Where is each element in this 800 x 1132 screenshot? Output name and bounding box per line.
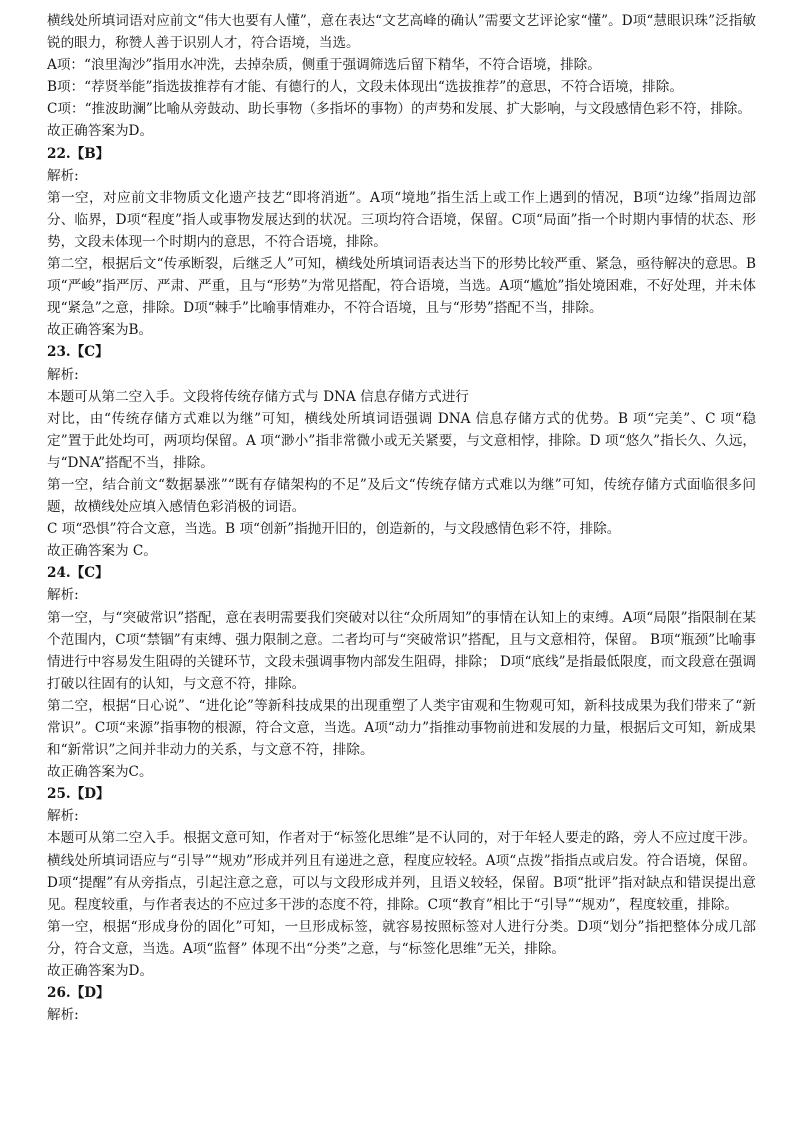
paragraph-q25-blank-1: 第一空，根据“形成身份的固化”可知，一旦形成标签，就容易按照标签对人进行分类。D项“划分”指把整体分成几部分，符合文意，当选。A项“监督” 体现不出“分类”之意，与“标签化思维”无关，排除。 bbox=[47, 918, 756, 957]
paragraph-q25-blank-2: 本题可从第二空入手。根据文意可知，作者对于“标签化思维”是不认同的，对于年轻人要走的路，旁人不应过度干涉。横线处所填词语应与“引导”“规劝”形成并列且有递进之意，程度应较轻。A项“点拨”指指点或启发。符合语境，保留。D项“提醒”有从旁指点，引起注意之意，可以与文段形成并列，且语义较轻，保留。B项“批评”指对缺点和错误提出意见。程度较重，与作者表达的不应过多干涉的态度不符，排除。C项“教育”相比于“引导”“规劝”，程度较重，排除。 bbox=[47, 830, 756, 913]
question-25-analysis-label: 解析: bbox=[47, 808, 79, 825]
paragraph-q24-conclusion: 故正确答案为C。 bbox=[47, 764, 153, 781]
question-23-answer: 23.【C】 bbox=[47, 344, 109, 361]
paragraph-q21-analysis: 横线处所填词语对应前文“伟大也要有人懂”，意在表达“文艺高峰的确认”需要文艺评论家“懂”。D项“慧眼识珠”泛指敏锐的眼力，称赞人善于识别人才，符合语境，当选。 bbox=[47, 13, 756, 52]
paragraph-q22-blank-1: 第一空，对应前文非物质文化遗产技艺“即将消逝”。A项“境地”指生活上或工作上遇到的情况，B项“边缘”指周边部分、临界，D项“程度”指人或事物发展达到的状况。三项均符合语境，保留。C项“局面”指一个时期内事情的状态、形势，文段未体现一个时期内的意思，不符合语境，排除。 bbox=[47, 189, 756, 250]
question-26-analysis-label: 解析: bbox=[47, 1007, 79, 1024]
paragraph-q22-blank-2: 第二空，根据后文“传承断裂，后继乏人”可知，横线处所填词语表达当下的形势比较严重、紧急，亟待解决的意思。B项“严峻”指严厉、严肃、严重，且与“形势”为常见搭配，符合语境，当选。A项“尴尬”指处境困难，不好处理，并未体现“紧急”之意，排除。D项“棘手”比喻事情难办，不符合语境，且与“形势”搭配不当，排除。 bbox=[47, 256, 756, 317]
paragraph-q24-blank-1: 第一空，与“突破常识”搭配，意在表明需要我们突破对以往“众所周知”的事情在认知上的束缚。A项“局限”指限制在某个范围内，C项“禁锢”有束缚、强力限制之意。二者均可与“突破常识”搭配，且与文意相符，保留。 B项“瓶颈”比喻事情进行中容易发生阻碍的关键环节，文段未强调事物内部发生阻碍，排除； D项“底线”是指最低限度，而文段意在强调打破以往固有的认知，与文意不符，排除。 bbox=[47, 609, 756, 692]
question-22-answer: 22.【B】 bbox=[47, 145, 110, 162]
paragraph-q21-conclusion: 故正确答案为D。 bbox=[47, 123, 154, 140]
paragraph-q21-option-c: C项：“推波助澜”比喻从旁鼓动、助长事物（多指坏的事物）的声势和发展、扩大影响，与文段感情色彩不符，排除。 bbox=[47, 101, 751, 118]
question-23-analysis-label: 解析: bbox=[47, 366, 79, 383]
paragraph-q22-conclusion: 故正确答案为B。 bbox=[47, 322, 153, 339]
question-24-answer: 24.【C】 bbox=[47, 565, 109, 582]
paragraph-q23-blank-1: 第一空，结合前文“数据暴涨”“既有存储架构的不足”及后文“传统存储方式难以为继”可知，传统存储方式面临很多问题，故横线处应填入感情色彩消极的词语。 bbox=[47, 476, 756, 516]
paragraph-q21-option-a: A项：“浪里淘沙”指用水冲洗，去掉杂质，侧重于强调筛选后留下精华，不符合语境，排除。 bbox=[47, 57, 601, 74]
paragraph-q21-option-b: B项：“荐贤举能”指选拔推荐有才能、有德行的人，文段未体现出“选拔推荐”的意思，不符合语境，排除。 bbox=[47, 79, 683, 96]
paragraph-q23-blank-2: 对比，由“传统存储方式难以为继”可知，横线处所填词语强调 DNA 信息存储方式的优势。B 项“完美”、C 项“稳定”置于此处均可，两项均保留。A 项“渺小”指非常微小或无关紧要，与文意相悖，排除。D 项“悠久”指长久、久远，与“DNA”搭配不当，排除。 bbox=[47, 410, 756, 471]
paragraph-q23-intro: 本题可从第二空入手。文段将传统存储方式与 DNA 信息存储方式进行 bbox=[47, 388, 469, 405]
question-26-answer: 26.【D】 bbox=[47, 985, 110, 1002]
question-25-answer: 25.【D】 bbox=[47, 786, 110, 803]
paragraph-q23-option-c: C 项“恐惧”符合文意，当选。B 项“创新”指抛开旧的，创造新的，与文段感情色彩不符，排除。 bbox=[47, 521, 621, 538]
question-24-analysis-label: 解析: bbox=[47, 587, 79, 604]
paragraph-q23-conclusion: 故正确答案为 C。 bbox=[47, 543, 157, 560]
paragraph-q24-blank-2: 第二空，根据“日心说”、“进化论”等新科技成果的出现重塑了人类宇宙观和生物观可知，新科技成果为我们带来了“新常识”。C项“来源”指事物的根源，符合文意，当选。A项“动力”指推动事物前进和发展的力量，根据后文可知，新成果和“新常识”之间并非动力的关系，与文意不符，排除。 bbox=[47, 697, 756, 759]
question-22-analysis-label: 解析: bbox=[47, 167, 79, 184]
paragraph-q25-conclusion: 故正确答案为D。 bbox=[47, 963, 154, 980]
